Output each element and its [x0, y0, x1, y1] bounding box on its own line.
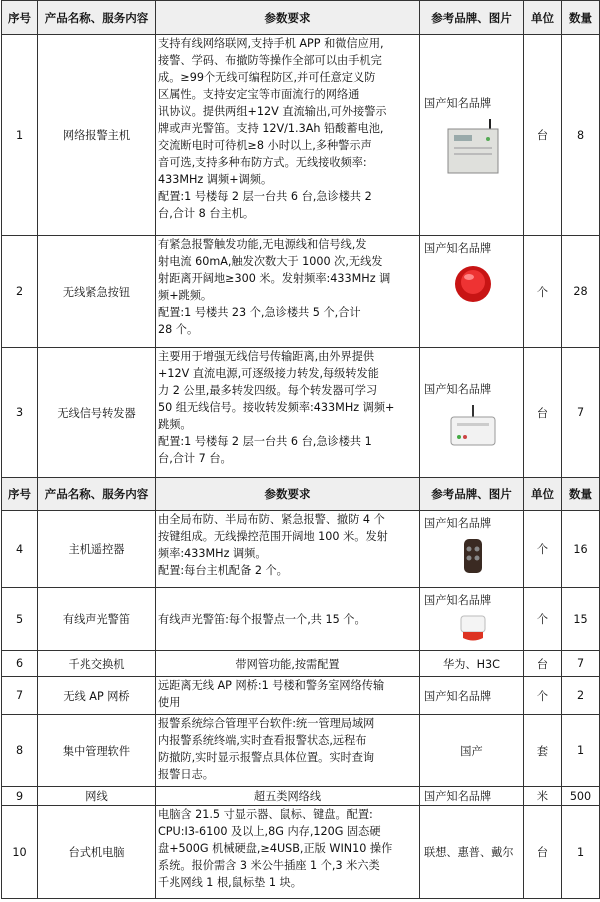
- strobe-siren-icon: [455, 614, 491, 644]
- row-brand: 华为、H3C: [420, 651, 524, 677]
- row-name: 网络报警主机: [38, 35, 156, 236]
- row-name: 有线声光警笛: [38, 588, 156, 651]
- table-row: [2, 787, 600, 806]
- row-qty: 2: [562, 677, 600, 715]
- header-name: 产品名称、服务内容: [38, 478, 156, 511]
- row-qty: 7: [562, 348, 600, 478]
- row-unit: 台: [524, 35, 562, 236]
- header-unit: 单位: [524, 1, 562, 35]
- row-name: 主机遥控器: [38, 511, 156, 588]
- brand-text: 国产知名品牌: [424, 382, 492, 396]
- row-req: 由全局布防、半局布防、紧急报警、撤防 4 个 按键组成。无线操控范围开阔地 100 米。发射 频率:433MHz 调频。 配置:每台主机配备 2 个。: [156, 511, 420, 588]
- wall-alarm-panel-icon: [440, 117, 506, 179]
- row-brand: 国产: [420, 715, 524, 787]
- row-unit: 个: [524, 236, 562, 348]
- table-row: [2, 35, 600, 236]
- row-name: 无线紧急按钮: [38, 236, 156, 348]
- row-unit: 个: [524, 677, 562, 715]
- table-row: [2, 677, 600, 715]
- header-unit: 单位: [524, 478, 562, 511]
- remote-key-fob-icon: [458, 537, 488, 577]
- brand-text: 国产知名品牌: [424, 97, 492, 110]
- row-req: 报警系统综合管理平台软件:统一管理局域网 内报警系统终端,实时查看报警状态,远程布 防撤防,实时显示报警点具体位置。实时查询 报警日志。: [156, 715, 420, 787]
- row-seq: 9: [2, 787, 38, 806]
- brand-text: 国产知名品牌: [424, 242, 492, 255]
- header-name: 产品名称、服务内容: [38, 1, 156, 35]
- row-unit: 米: [524, 787, 562, 806]
- row-name: 无线信号转发器: [38, 348, 156, 478]
- table-row: [2, 651, 600, 677]
- header-brand: 参考品牌、图片: [420, 1, 524, 35]
- row-qty: 1: [562, 806, 600, 899]
- red-emergency-button-icon: [451, 262, 495, 306]
- header-req: 参数要求: [156, 1, 420, 35]
- row-req: 有线声光警笛:每个报警点一个,共 15 个。: [156, 588, 420, 651]
- header-qty: 数量: [562, 478, 600, 511]
- row-req: 远距离无线 AP 网桥:1 号楼和警务室网络传输 使用: [156, 677, 420, 715]
- row-req: 带网管功能,按需配置: [156, 651, 420, 677]
- row-req: 超五类网络线: [156, 787, 420, 806]
- row-name: 千兆交换机: [38, 651, 156, 677]
- table-row: [2, 511, 600, 588]
- row-brand: [420, 35, 524, 236]
- row-qty: 500: [562, 787, 600, 806]
- brand-text: 国产知名品牌: [424, 517, 492, 530]
- row-seq: 4: [2, 511, 38, 588]
- table-row: [2, 348, 600, 478]
- row-seq: 1: [2, 35, 38, 236]
- header-seq: 序号: [2, 478, 38, 511]
- row-brand: [420, 236, 524, 348]
- row-brand: 国产知名品牌: [420, 677, 524, 715]
- row-brand: [420, 588, 524, 651]
- row-brand: [420, 348, 524, 478]
- table-row: [2, 236, 600, 348]
- header-seq: 序号: [2, 1, 38, 35]
- row-unit: 套: [524, 715, 562, 787]
- row-req: 有紧急报警触发功能,无电源线和信号线,发 射电流 60mA,触发次数大于 1000 次,无线发 射距离开阔地≥300 米。发射频率:433MHz 调 频+跳频。 配置:1 号楼共 23 个,急诊楼共 5 个,合计 28 个。: [156, 236, 420, 348]
- header-req: 参数要求: [156, 478, 420, 511]
- row-unit: 个: [524, 588, 562, 651]
- row-seq: 7: [2, 677, 38, 715]
- row-seq: 6: [2, 651, 38, 677]
- table-header: [2, 1, 600, 35]
- row-brand: 联想、惠普、戴尔: [420, 806, 524, 899]
- row-seq: 10: [2, 806, 38, 899]
- row-unit: 台: [524, 651, 562, 677]
- row-qty: 28: [562, 236, 600, 348]
- row-qty: 1: [562, 715, 600, 787]
- row-brand: [420, 511, 524, 588]
- brand-text: 国产知名品牌: [424, 594, 492, 607]
- table-row: [2, 806, 600, 899]
- row-unit: 个: [524, 511, 562, 588]
- row-unit: 台: [524, 806, 562, 899]
- row-req: 主要用于增强无线信号传输距离,由外界提供 +12V 直流电源,可逐级接力转发,每级转发能 力 2 公里,最多转发四级。每个转发器可学习 50 组无线信号。接收转发频率:433MHz 调频+ 跳频。 配置:1 号楼每 2 层一台共 6 台,急诊楼共 1 台,合计 7 台。: [156, 348, 420, 478]
- row-name: 无线 AP 网桥: [38, 677, 156, 715]
- row-unit: 台: [524, 348, 562, 478]
- row-name: 网线: [38, 787, 156, 806]
- header-brand: 参考品牌、图片: [420, 478, 524, 511]
- row-req: 电脑含 21.5 寸显示器、鼠标、键盘。配置: CPU:I3-6100 及以上,8G 内存,120G 固态硬 盘+500G 机械硬盘,≥4USB,正版 WIN10 操作 系统。报价需含 3 米公牛插座 1 个,3 米六类 千兆网线 1 根,鼠标垫 1 块。: [156, 806, 420, 899]
- header-qty: 数量: [562, 1, 600, 35]
- row-qty: 15: [562, 588, 600, 651]
- row-seq: 3: [2, 348, 38, 478]
- table-header-repeat: [2, 478, 600, 511]
- row-seq: 5: [2, 588, 38, 651]
- row-qty: 7: [562, 651, 600, 677]
- table-row: [2, 588, 600, 651]
- row-name: 集中管理软件: [38, 715, 156, 787]
- row-qty: 8: [562, 35, 600, 236]
- procurement-table: [1, 0, 600, 899]
- row-seq: 8: [2, 715, 38, 787]
- row-req: 支持有线网络联网,支持手机 APP 和微信应用, 接警、学码、布撤防等操作全部可以由手机完 成。≥99个无线可编程防区,并可任意定义防 区属性。支持安定宝等市面流行的网络通 讯协议。提供两组+12V 直流输出,可外接警示 牌或声光警笛。支持 12V/1.3Ah 铅酸蓄电池, 交流断电时可待机≥8 小时以上,多种警示声 音可选,支持多种布防方式。无线接收频率: 433MHz 调频+调频。 配置:1 号楼每 2 层一台共 6 台,急诊楼共 2 台,合计 8 台主机。: [156, 35, 420, 236]
- table-row: [2, 715, 600, 787]
- signal-repeater-icon: [443, 403, 503, 449]
- row-brand: 国产知名品牌: [420, 787, 524, 806]
- row-name: 台式机电脑: [38, 806, 156, 899]
- row-qty: 16: [562, 511, 600, 588]
- row-seq: 2: [2, 236, 38, 348]
